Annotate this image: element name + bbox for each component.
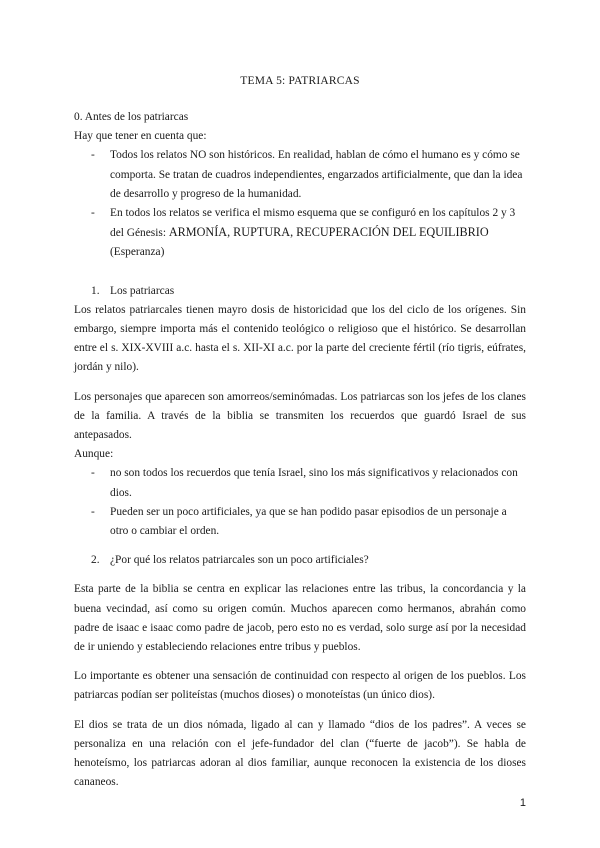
page-title: TEMA 5: PATRIARCAS: [240, 75, 360, 87]
list-item-text: En todos los relatos se verifica el mismo esquema que se configuró en los capítulos 2 y 3 del Génesis:: [110, 207, 516, 240]
document-body: [74, 108, 526, 793]
section-2-title: ¿Por qué los relatos patriarcales son un poco artificiales?: [110, 554, 369, 567]
paragraph: Esta parte de la biblia se centra en explicar las relaciones entre las tribus, la concordancia y la buena vecindad, así como su origen común. Muchos aparecen como hermanos, abrahán como padre de isaac e isaac como padre de jacob, pero esto no es verdad, solo surge así por la necesidad de ir uniendo y estableciendo relaciones entre tribus y pueblos.: [74, 583, 526, 654]
section-0-list: [74, 146, 526, 262]
section-1-heading: [74, 282, 526, 301]
list-item: [74, 204, 526, 263]
paragraph: El dios se trata de un dios nómada, ligado al can y llamado “dios de los padres”. A veces se personaliza en una relación con el jefe-fundador del clan (“fuerte de jacob”). Se habla de henoteísmo, los patriarcas adoran al dios familiar, aunque reconocen la existencia de los dioses cananeos.: [74, 718, 526, 789]
section-1-list: [74, 464, 526, 541]
paragraph: Los personajes que aparecen son amorreos/seminómadas. Los patriarcas son los jefes de los clanes de la familia. A través de la biblia se transmiten los recuerdos que guardó Israel de sus antepasados.: [74, 390, 526, 442]
aunque-label: Aunque:: [74, 448, 114, 461]
list-item: - no son todos los recuerdos que tenía Israel, sino los más significativos y relacionados con dios.: [74, 464, 526, 502]
section-0-intro: Hay que tener en cuenta que:: [74, 130, 207, 143]
section-1-number: 1.: [91, 284, 100, 297]
paragraph: Los relatos patriarcales tienen mayro dosis de historicidad que los del ciclo de los orígenes. Sin embargo, siempre importa más el contenido teológico o religioso que el histórico. Se desarrollan entre el s. XIX-XVIII a.c. hasta el s. XII-XI a.c. por la parte del creciente fértil (río tigris, eúfrates, jordán y nilo).: [74, 303, 526, 374]
section-0-heading: 0. Antes de los patriarcas: [74, 111, 189, 123]
scheme-end: (Esperanza): [110, 246, 165, 259]
list-item: - Todos los relatos NO son históricos. En realidad, hablan de cómo el humano es y cómo se comporta. Se tratan de cuadros independientes, engarzados artificialmente, que dan la idea de desarrollo y progreso de la humanidad.: [74, 146, 526, 204]
section-2-heading: [74, 551, 526, 570]
paragraph: Lo importante es obtener una sensación de continuidad con respecto al origen de los pueblos. Los patriarcas podían ser politeístas (muchos dioses) o monoteístas (un único dios).: [74, 670, 526, 702]
section-2-number: 2.: [91, 554, 100, 567]
section-1-title: Los patriarcas: [110, 284, 175, 297]
scheme-caps: ARMONÍA, RUPTURA, RECUPERACIÓN DEL EQUILIBRIO: [168, 225, 489, 240]
page-number: 1: [519, 797, 526, 809]
list-item: - Pueden ser un poco artificiales, ya que se han podido pasar episodios de un personaje a otro o cambiar el orden.: [74, 503, 526, 541]
